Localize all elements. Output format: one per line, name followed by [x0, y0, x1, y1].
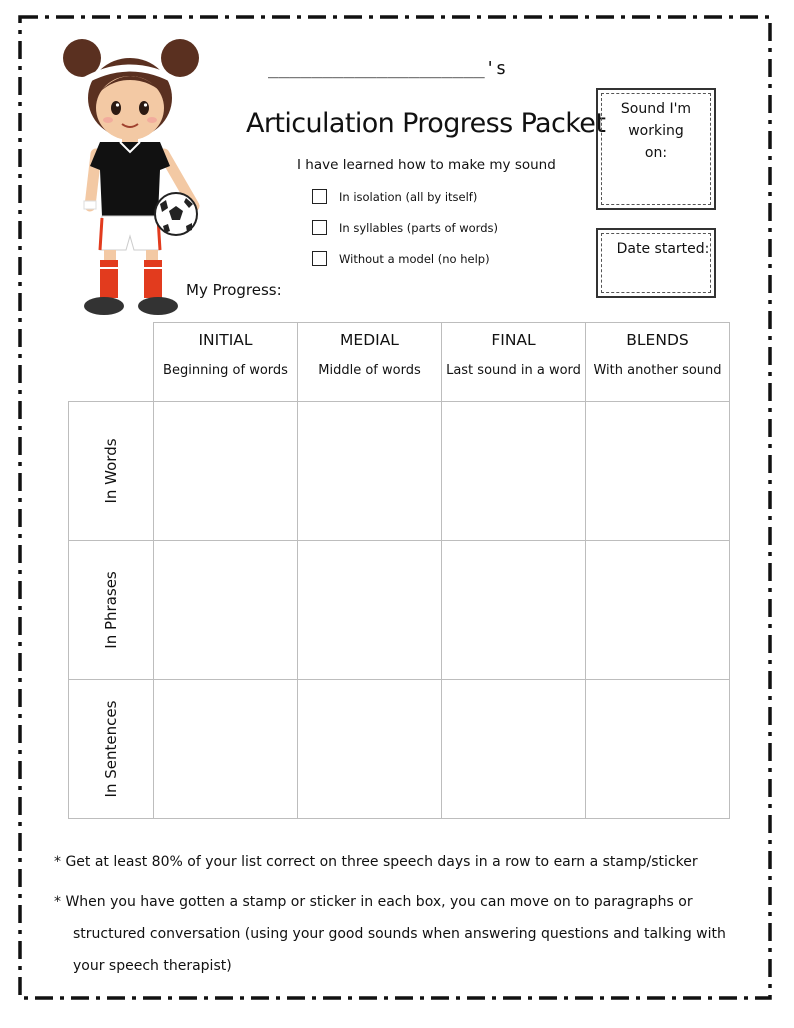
sock-right [144, 260, 162, 298]
checklist-label: In isolation (all by itself) [339, 189, 478, 204]
checklist-item-isolation[interactable] [312, 189, 477, 204]
page-title: Articulation Progress Packet [246, 108, 606, 139]
stamp-cell[interactable] [154, 541, 298, 680]
column-header-blends [586, 323, 730, 402]
column-subtitle: Middle of words [318, 363, 421, 378]
progress-table [68, 322, 730, 819]
table-row-sentences [69, 680, 730, 819]
row-label: In Sentences [102, 700, 120, 798]
sound-working-on-box[interactable] [596, 88, 716, 210]
checkbox-syllables[interactable] [312, 220, 327, 235]
note-move-on-line3: your speech therapist) [73, 958, 232, 974]
stamp-cell[interactable] [154, 402, 298, 541]
learned-sound-text: I have learned how to make my sound [297, 157, 556, 173]
column-header-medial [298, 323, 442, 402]
hair-bun-right [161, 39, 199, 77]
column-title: MEDIAL [340, 331, 399, 349]
column-subtitle: Beginning of words [163, 363, 288, 378]
column-title: BLENDS [626, 331, 689, 349]
note-move-on-line2: structured conversation (using your good sounds when answering questions and talking with [73, 926, 726, 942]
row-header-phrases [69, 541, 154, 680]
column-title: INITIAL [198, 331, 253, 349]
stamp-cell[interactable] [154, 680, 298, 819]
sock-left [100, 260, 118, 298]
stamp-cell[interactable] [586, 680, 730, 819]
hair-bun-left [63, 39, 101, 77]
stamp-cell[interactable] [586, 402, 730, 541]
checklist-label: Without a model (no help) [339, 251, 490, 266]
stamp-cell[interactable] [586, 541, 730, 680]
stamp-cell[interactable] [442, 541, 586, 680]
row-header-words [69, 402, 154, 541]
student-name-line: ____________________'s [268, 58, 507, 79]
soccer-girl-illustration [60, 36, 210, 320]
column-header-initial [154, 323, 298, 402]
table-row-words [69, 402, 730, 541]
row-label: In Words [102, 438, 120, 504]
soccer-ball-icon [155, 193, 197, 235]
checklist-label: In syllables (parts of words) [339, 220, 498, 235]
checklist-item-syllables[interactable] [312, 220, 498, 235]
stamp-cell[interactable] [298, 402, 442, 541]
row-header-sentences [69, 680, 154, 819]
stamp-cell[interactable] [298, 680, 442, 819]
stamp-cell[interactable] [442, 402, 586, 541]
note-stamp-requirement: * Get at least 80% of your list correct on three speech days in a row to earn a stamp/sticker [54, 854, 698, 870]
column-header-final [442, 323, 586, 402]
stamp-cell[interactable] [298, 541, 442, 680]
checklist-item-no-model[interactable] [312, 251, 490, 266]
sound-working-on-label: Sound I'm working on: [601, 93, 711, 205]
column-subtitle: With another sound [593, 363, 722, 378]
row-label: In Phrases [102, 571, 120, 649]
column-subtitle: Last sound in a word [446, 363, 581, 378]
column-title: FINAL [491, 331, 536, 349]
note-move-on: * When you have gotten a stamp or sticker in each box, you can move on to paragraphs or [54, 894, 693, 910]
checkbox-no-model[interactable] [312, 251, 327, 266]
date-started-box[interactable] [596, 228, 716, 298]
my-progress-label: My Progress: [186, 281, 282, 299]
stamp-cell[interactable] [442, 680, 586, 819]
checkbox-isolation[interactable] [312, 189, 327, 204]
table-header-row [69, 323, 730, 402]
date-started-label: Date started: [601, 233, 711, 293]
table-row-phrases [69, 541, 730, 680]
table-corner [69, 323, 154, 402]
